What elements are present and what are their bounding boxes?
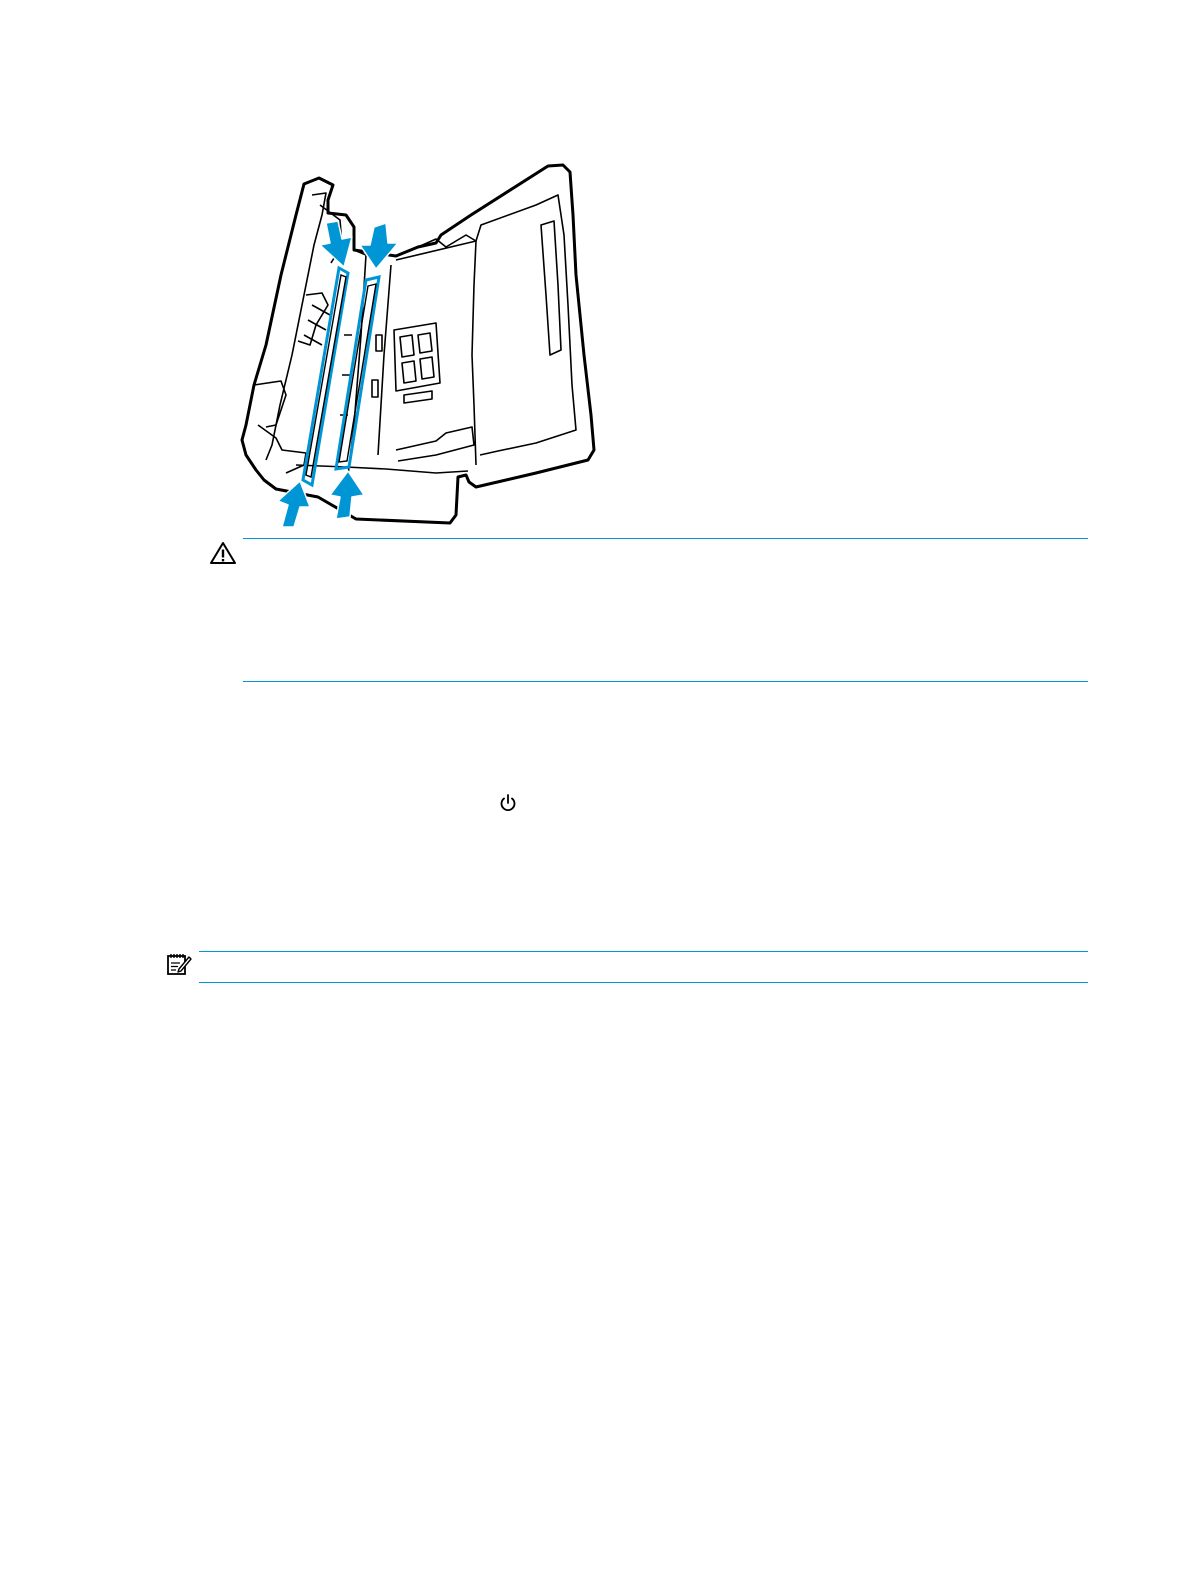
caution-text xyxy=(243,545,1083,665)
warning-triangle-icon xyxy=(209,541,237,565)
note-bottom-rule xyxy=(199,982,1088,983)
caution-top-rule xyxy=(243,538,1088,539)
scanner-illustration xyxy=(236,155,608,540)
note-pencil-icon xyxy=(166,952,192,976)
power-icon xyxy=(499,793,517,813)
note-top-rule xyxy=(199,951,1088,952)
caution-bottom-rule xyxy=(243,681,1088,682)
